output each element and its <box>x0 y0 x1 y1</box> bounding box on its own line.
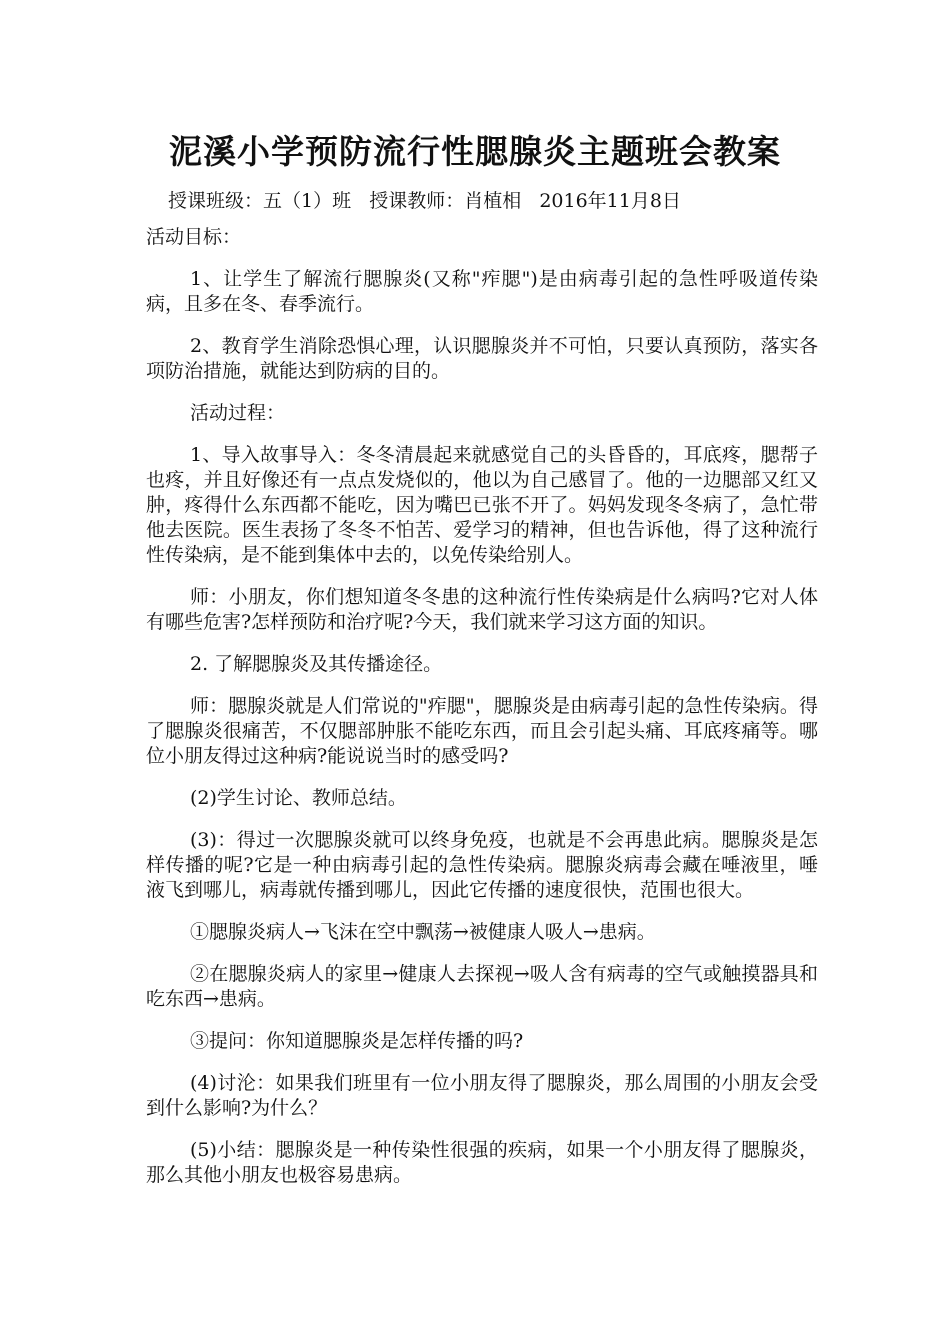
section-heading-process: 活动过程： <box>190 402 286 424</box>
paragraph: (2)学生讨论、教师总结。 <box>190 787 407 809</box>
document-body <box>146 225 818 1205</box>
paragraph: (4)讨沦：如果我们班里有一位小朋友得了腮腺炎，那么周围的小朋友会受到什么影响?为什么？ <box>146 1072 818 1119</box>
class-meta-line: 授课班级：五（1）班 授课教师：肖植相 2016年11月8日 <box>168 190 681 212</box>
paragraph: ③提问：你知道腮腺炎是怎样传播的吗? <box>190 1030 524 1052</box>
paragraph: 师：腮腺炎就是人们常说的"痄腮"，腮腺炎是由病毒引起的急性传染病。得了腮腺炎很痛苦，不仅腮部肿胀不能吃东西，而且会引起头痛、耳底疼痛等。哪位小朋友得过这种病?能说说当时的感受吗? <box>146 695 818 767</box>
paragraph: ①腮腺炎病人→飞沫在空中飘荡→被健康人吸人→患病。 <box>190 921 656 943</box>
section-heading-goals: 活动目标： <box>146 226 242 248</box>
paragraph: 2、教育学生消除恐惧心理，认识腮腺炎并不可怕，只要认真预防，落实各项防治措施，就能达到防病的目的。 <box>146 335 818 382</box>
document-title: 泥溪小学预防流行性腮腺炎主题班会教案 <box>169 132 781 171</box>
paragraph: (3)：得过一次腮腺炎就可以终身免疫，也就是不会再患此病。腮腺炎是怎样传播的呢?它是一种由病毒引起的急性传染病。腮腺炎病毒会藏在唾液里，唾液飞到哪儿，病毒就传播到哪儿，因此它传播的速度很快，范围也很大。 <box>146 829 818 901</box>
paragraph: ②在腮腺炎病人的家里→健康人去探视→吸人含有病毒的空气或触摸器具和吃东西→患病。 <box>146 963 818 1010</box>
paragraph: 1、让学生了解流行腮腺炎(又称"痄腮")是由病毒引起的急性呼吸道传染病，且多在冬、春季流行。 <box>146 268 818 315</box>
paragraph: 2. 了解腮腺炎及其传播途径。 <box>190 653 443 675</box>
paragraph: (5)小结：腮腺炎是一种传染性很强的疾病，如果一个小朋友得了腮腺炎，那么其他小朋友也极容易患病。 <box>146 1139 818 1186</box>
paragraph: 师：小朋友，你们想知道冬冬患的这种流行性传染病是什么病吗?它对人体有哪些危害?怎样预防和治疗呢?今天，我们就来学习这方面的知识。 <box>146 586 818 633</box>
paragraph: 1、导入故事导入：冬冬清晨起来就感觉自己的头昏昏的，耳底疼，腮帮子也疼，并且好像还有一点点发烧似的，他以为自己感冒了。他的一边腮部又红又肿，疼得什么东西都不能吃，因为嘴巴已张不开了。妈妈发现冬冬病了，急忙带他去医院。医生表扬了冬冬不怕苦、爱学习的精神，但也告诉他，得了这种流行性传染病，是不能到集体中去的，以免传染给别人。 <box>146 444 818 566</box>
